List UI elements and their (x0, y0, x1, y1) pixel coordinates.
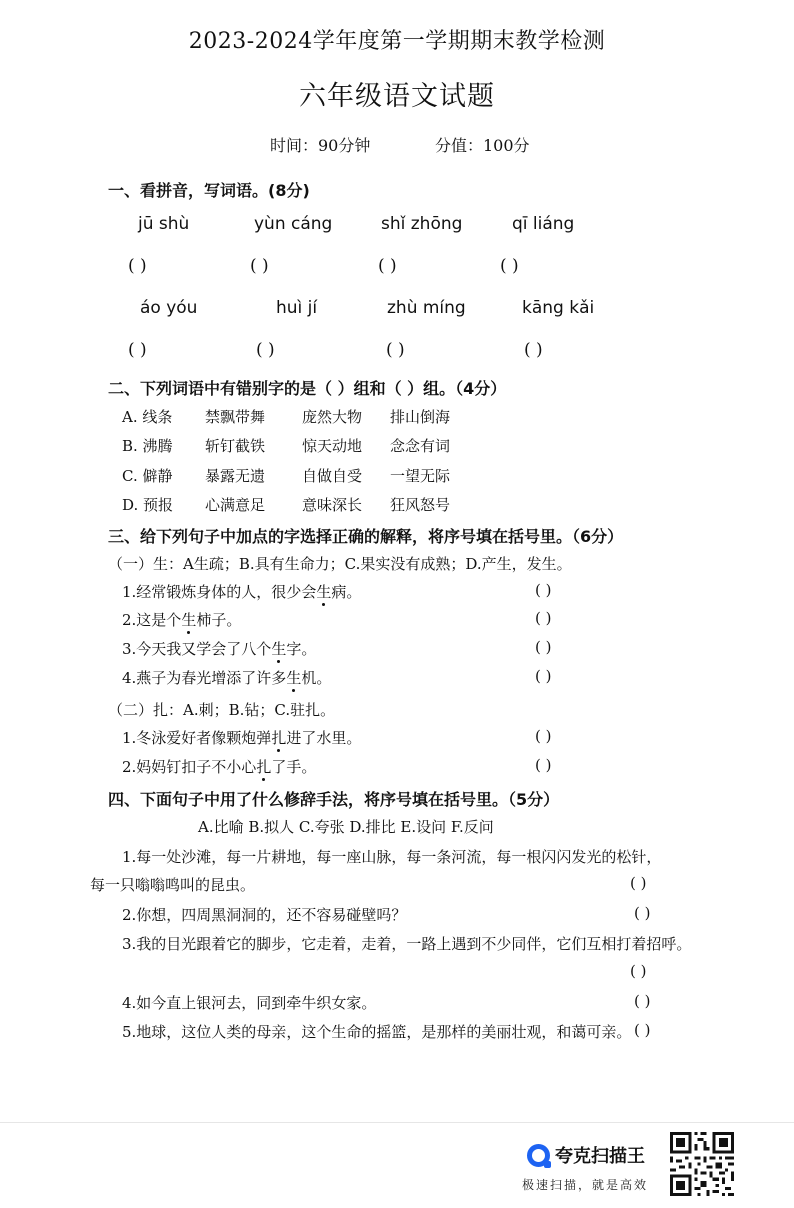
q4-options: A.比喻 B.拟人 C.夸张 D.排比 E.设问 F.反问 (198, 818, 494, 836)
answer-box[interactable]: ( ) (386, 340, 405, 360)
answer-box[interactable]: ( ) (535, 638, 552, 656)
q4-heading: 四、下面句子中用了什么修辞手法，将序号填在括号里。（5分） (108, 790, 560, 809)
exam-time: 时间：90分钟 (270, 136, 371, 155)
brand-name: 夸克扫描王 (555, 1146, 645, 1167)
q2-option: 惊天动地 (302, 437, 363, 455)
exam-score: 分值：100分 (435, 136, 530, 155)
q2-option: A. 线条 (122, 408, 173, 426)
q3-sentence-4: 4.燕子为春光增添了许多生机。 (122, 669, 332, 687)
pinyin-7: zhù míng (387, 298, 466, 318)
q2-option: D. 预报 (122, 496, 174, 514)
q2-option: 念念有词 (390, 437, 451, 455)
answer-box[interactable]: ( ) (630, 874, 647, 892)
q3-sentence-3: 3.今天我又学会了八个生字。 (122, 640, 317, 658)
q1-heading: 一、看拼音，写词语。(8分) (108, 181, 310, 200)
brand-slogan: 极速扫描，就是高效 (522, 1178, 649, 1192)
q3-sentence-6: 2.妈妈钉扣子不小心扎了手。 (122, 758, 317, 776)
q2-option: 意味深长 (302, 496, 363, 514)
q4-sentence-1a: 1.每一处沙滩，每一片耕地，每一座山脉，每一条河流，每一根闪闪发光的松针， (122, 848, 662, 866)
q2-option: 庞然大物 (302, 408, 363, 426)
pinyin-5: áo yóu (140, 298, 198, 318)
q2-option: C. 僻静 (122, 467, 173, 485)
q2-option: B. 沸腾 (122, 437, 173, 455)
answer-box[interactable]: ( ) (634, 1021, 651, 1039)
q2-option: 狂风怒号 (390, 496, 451, 514)
answer-box[interactable]: ( ) (500, 256, 519, 276)
q2-option: 一望无际 (390, 467, 451, 485)
pinyin-1: jū shù (138, 214, 190, 234)
answer-box[interactable]: ( ) (535, 667, 552, 685)
qr-code-icon (670, 1132, 734, 1196)
pinyin-6: huì jí (276, 298, 318, 318)
answer-box[interactable]: ( ) (630, 962, 647, 980)
answer-box[interactable]: ( ) (634, 904, 651, 922)
q2-option: 排山倒海 (390, 408, 451, 426)
q4-sentence-1b: 每一只嗡嗡鸣叫的昆虫。 (90, 876, 256, 894)
answer-box[interactable]: ( ) (535, 609, 552, 627)
pinyin-3: shǐ zhōng (381, 214, 463, 234)
q3-sentence-1: 1.经常锻炼身体的人，很少会生病。 (122, 583, 362, 601)
answer-box[interactable]: ( ) (128, 256, 147, 276)
footer-divider (0, 1122, 794, 1123)
answer-box[interactable]: ( ) (535, 727, 552, 745)
exam-title: 2023-2024学年度第一学期期末教学检测 (188, 29, 606, 54)
pinyin-4: qī liáng (512, 214, 575, 234)
q2-option: 禁飘带舞 (205, 408, 266, 426)
q4-sentence-3: 3.我的目光跟着它的脚步，它走着，走着，一路上遇到不少同伴，它们互相打着招呼。 (122, 935, 692, 953)
answer-box[interactable]: ( ) (634, 992, 651, 1010)
q3-heading: 三、给下列句子中加点的字选择正确的解释，将序号填在括号里。（6分） (108, 527, 624, 546)
q2-heading: 二、下列词语中有错别字的是（ ）组和（ ）组。（4分） (108, 379, 507, 398)
answer-box[interactable]: ( ) (535, 581, 552, 599)
answer-box[interactable]: ( ) (256, 340, 275, 360)
q3-part2-heading: （二）扎：A.刺；B.钻；C.驻扎。 (108, 701, 336, 719)
answer-box[interactable]: ( ) (378, 256, 397, 276)
q4-sentence-4: 4.如今直上银河去，同到牵牛织女家。 (122, 994, 377, 1012)
q2-option: 自做自受 (302, 467, 363, 485)
answer-box[interactable]: ( ) (128, 340, 147, 360)
q2-option: 暴露无遗 (205, 467, 266, 485)
quark-logo-icon (527, 1144, 550, 1167)
q4-sentence-5: 5.地球，这位人类的母亲，这个生命的摇篮，是那样的美丽壮观，和蔼可亲。 (122, 1023, 632, 1041)
answer-box[interactable]: ( ) (524, 340, 543, 360)
pinyin-8: kāng kǎi (522, 298, 595, 318)
q4-sentence-2: 2.你想，四周黑洞洞的，还不容易碰壁吗？ (122, 906, 407, 924)
pinyin-2: yùn cáng (254, 214, 333, 234)
q3-sentence-2: 2.这是个生柿子。 (122, 611, 242, 629)
q2-option: 斩钉截铁 (205, 437, 266, 455)
answer-box[interactable]: ( ) (535, 756, 552, 774)
q3-part1-heading: （一）生：A生疏；B.具有生命力；C.果实没有成熟；D.产生，发生。 (108, 555, 572, 573)
answer-box[interactable]: ( ) (250, 256, 269, 276)
q3-sentence-5: 1.冬泳爱好者像颗炮弹扎进了水里。 (122, 729, 362, 747)
exam-subtitle: 六年级语文试题 (299, 81, 495, 112)
q2-option: 心满意足 (205, 496, 266, 514)
